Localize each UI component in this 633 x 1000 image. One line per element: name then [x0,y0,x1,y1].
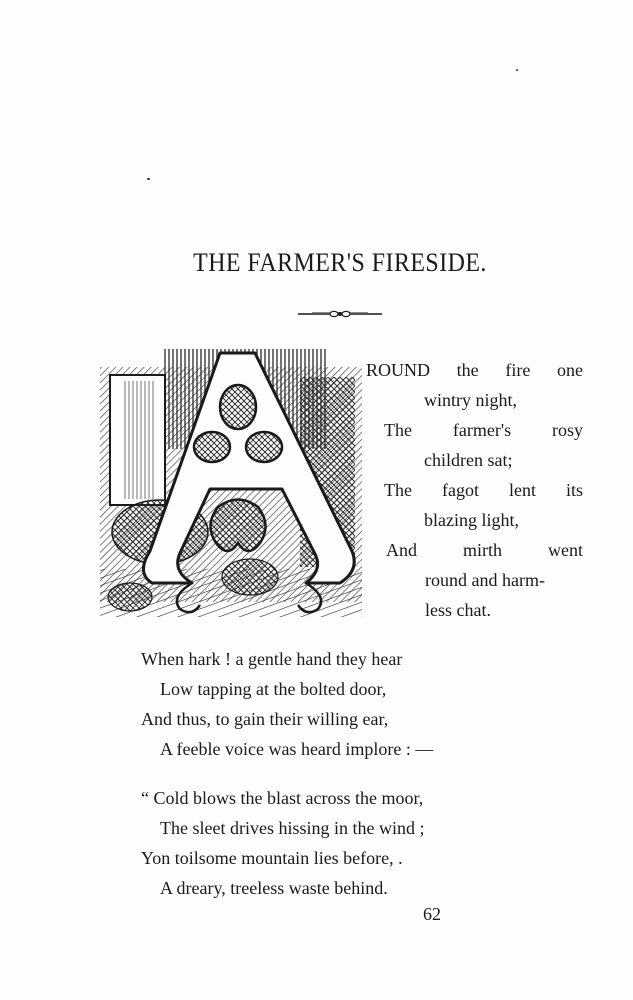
stanza1-line-1 [366,359,583,381]
stanza2-line-1: When hark ! a gentle hand they hear [141,649,403,669]
print-speck [516,69,518,71]
stanza3-line-2: The sleet drives hissing in the wind ; [160,818,425,838]
stanza1-line-4: children sat; [424,450,513,470]
verse-word: its [565,480,583,500]
verse-word: The [384,420,412,440]
verse-word: The [384,480,412,500]
page-number: 62 [423,904,441,924]
verse-word: fagot [441,480,479,500]
page-title: THE FARMER'S FIRESIDE. [193,248,487,277]
verse-word: the [456,360,479,380]
stanza1-line-7 [386,539,583,561]
engraved-drop-cap-icon [100,347,362,619]
print-speck [147,178,150,180]
verse-word: farmer's [452,420,512,440]
verse-word: went [548,540,583,560]
verse-word: mirth [463,540,502,560]
stanza1-line-3 [384,419,583,441]
stanza3-line-4: A dreary, treeless waste behind. [160,878,388,898]
stanza2-line-4: A feeble voice was heard implore : — [160,739,434,759]
verse-word: one [556,360,583,380]
stanza1-line-2: wintry night, [424,390,517,410]
ornamental-rule-icon [298,308,382,320]
stanza2-line-3: And thus, to gain their willing ear, [141,709,389,729]
stanza2-line-2: Low tapping at the bolted door, [160,679,387,699]
stanza1-line-8: round and harm- [425,570,545,590]
verse-word: lent [508,480,536,500]
verse-word: ROUND [366,360,431,380]
stanza3-line-3: Yon toilsome mountain lies before, . [141,848,403,868]
verse-word: And [386,540,417,560]
stanza1-line-5 [384,479,583,501]
stanza1-line-6: blazing light, [424,510,519,530]
verse-word: rosy [551,420,583,440]
stanza3-line-1: “ Cold blows the blast across the moor, [141,788,424,808]
verse-word: fire [505,360,531,380]
stanza1-line-9: less chat. [425,600,491,620]
